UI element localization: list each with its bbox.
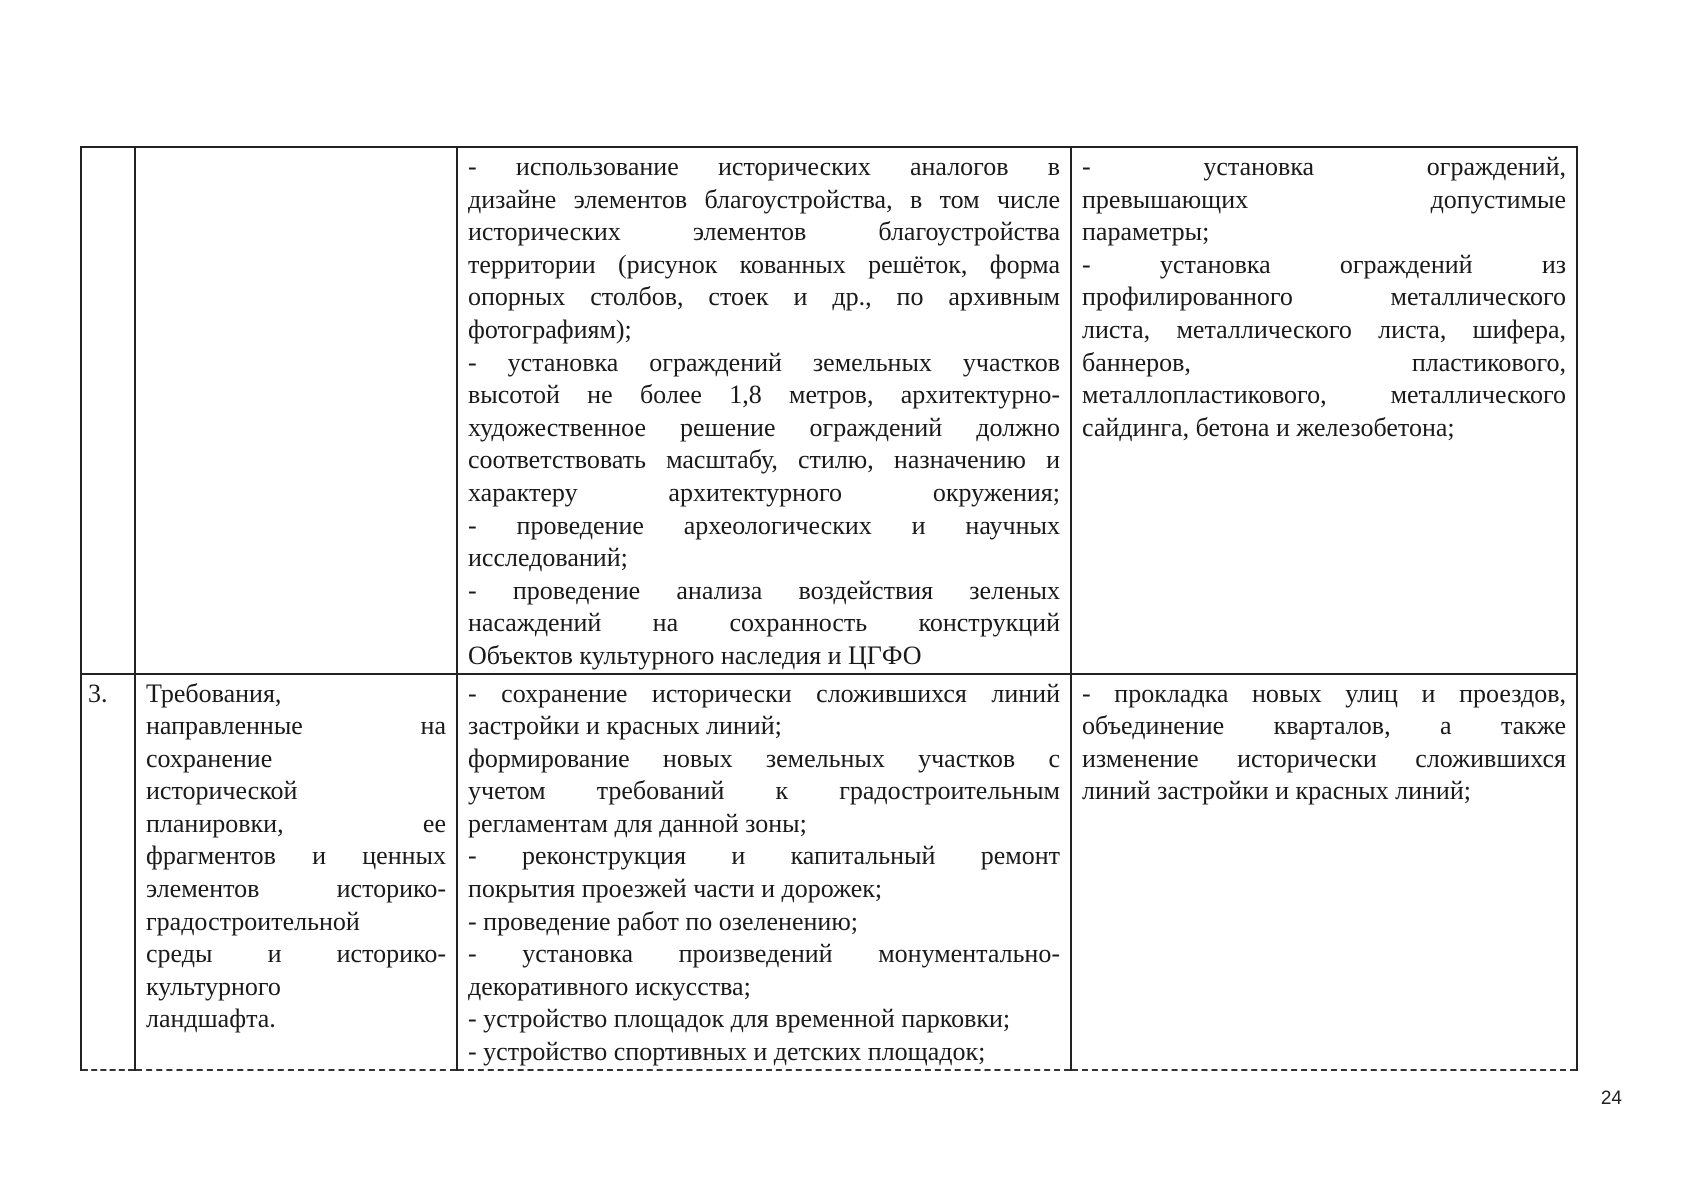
text-line: - реконструкция и капитальный ремонт <box>468 841 1060 871</box>
text-line: фотографиям); <box>468 314 632 344</box>
text-line: - устройство площадок для временной парковки; <box>468 1004 1011 1034</box>
text-line: металлопластикового, металлического <box>1082 380 1566 410</box>
text-line: - проведение археологических и научных <box>468 510 1060 540</box>
text-line: застройки и красных линий; <box>468 711 782 741</box>
text-line: - проведение анализа воздействия зеленых <box>468 575 1060 605</box>
text-line: дизайне элементов благоустройства, в том числе <box>468 184 1060 214</box>
text-line: - установка ограждений, <box>1082 152 1566 181</box>
text-line: - установка ограждений из <box>1082 249 1566 279</box>
text-line: - установка произведений монументально- <box>468 939 1060 969</box>
text-line: баннеров, пластикового, <box>1082 347 1566 377</box>
table-row <box>81 674 1577 1070</box>
text-line: Объектов культурного наследия и ЦГФО <box>468 640 922 670</box>
text-line: объединение кварталов, а также <box>1082 711 1566 741</box>
text-line: сохранение <box>146 743 273 773</box>
text-line: параметры; <box>1082 217 1210 247</box>
table-row <box>81 147 1577 674</box>
text-line: - проведение работ по озеленению; <box>468 906 858 936</box>
text-line: фрагментов и ценных <box>146 841 446 871</box>
text-line: превышающих допустимые <box>1082 184 1566 214</box>
row-number-cell <box>81 147 135 674</box>
text-line: высотой не более 1,8 метров, архитектурно- <box>468 380 1060 410</box>
text-line: учетом требований к градостроительным <box>468 776 1060 806</box>
text-line: исследований; <box>468 543 628 573</box>
text-line: Требования, <box>146 678 282 708</box>
text-line: декоративного искусства; <box>468 971 751 1001</box>
text-line: насаждений на сохранность конструкций <box>468 608 1060 638</box>
text-line: формирование новых земельных участков с <box>468 743 1060 773</box>
text-line: изменение исторически сложившихся <box>1082 743 1566 773</box>
text-line: - использование исторических аналогов в <box>468 152 1060 181</box>
allowed-actions-cell <box>457 674 1071 1070</box>
requirement-title-cell <box>135 674 457 1070</box>
text-line: покрытия проезжей части и дорожек; <box>468 874 883 904</box>
row-number-cell: 3. <box>81 674 135 1070</box>
text-line: - прокладка новых улиц и проездов, <box>1082 678 1566 708</box>
allowed-actions-cell <box>457 147 1071 674</box>
text-line: художественное решение ограждений должно <box>468 412 1060 442</box>
text-line: направленные на <box>146 711 446 741</box>
text-line: линий застройки и красных линий; <box>1082 776 1471 806</box>
text-line: градостроительной <box>146 906 360 936</box>
text-line: сайдинга, бетона и железобетона; <box>1082 412 1455 442</box>
text-line: опорных столбов, стоек и др., по архивным <box>468 282 1060 312</box>
text-line: соответствовать масштабу, стилю, назначению и <box>468 445 1060 475</box>
text-line: листа, металлического листа, шифера, <box>1082 314 1566 344</box>
text-line: ландшафта. <box>146 1004 276 1034</box>
text-line: - сохранение исторически сложившихся линий <box>468 678 1060 708</box>
text-line: планировки, ее <box>146 808 446 838</box>
text-line: культурного <box>146 971 281 1001</box>
text-line: профилированного металлического <box>1082 282 1566 312</box>
requirements-table <box>80 146 1578 1071</box>
text-line: территории (рисунок кованных решёток, форма <box>468 249 1060 279</box>
text-line: среды и историко- <box>146 939 446 969</box>
text-line: элементов историко- <box>146 874 446 904</box>
page-number: 24 <box>1600 1088 1622 1109</box>
prohibited-actions-cell <box>1071 147 1577 674</box>
prohibited-actions-cell <box>1071 674 1577 1070</box>
text-line: исторической <box>146 776 298 806</box>
text-line: - установка ограждений земельных участков <box>468 347 1060 377</box>
text-line: - устройство спортивных и детских площадок; <box>468 1037 986 1067</box>
text-line: характеру архитектурного окружения; <box>468 477 1060 507</box>
text-line: исторических элементов благоустройства <box>468 217 1060 247</box>
text-line: регламентам для данной зоны; <box>468 808 807 838</box>
requirement-title-cell <box>135 147 457 674</box>
